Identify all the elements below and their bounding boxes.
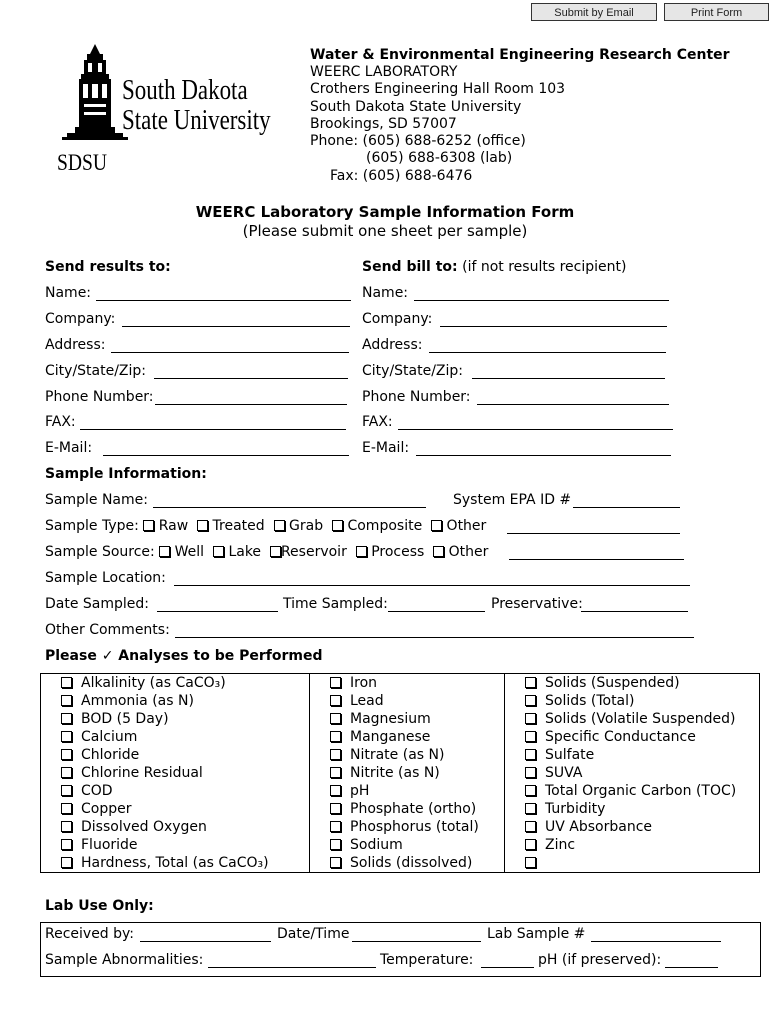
epa-id-label: System EPA ID # [453,492,572,508]
location-field[interactable] [174,585,690,586]
analysis-label: Alkalinity (as CaCO₃) [81,675,226,691]
bill-name-field[interactable] [414,300,669,301]
type-other-checkbox[interactable] [431,520,442,531]
analysis-label: Magnesium [350,711,431,727]
results-company-label: Company: [45,311,116,327]
analysis-checkbox[interactable] [525,695,536,706]
source-well-checkbox[interactable] [159,546,170,557]
send-results-heading: Send results to: [45,259,171,275]
logo-line-2: State University [122,105,271,136]
time-sampled-label: Time Sampled: [283,596,388,612]
send-bill-note: (if not results recipient) [462,259,627,275]
analysis-checkbox[interactable] [330,839,341,850]
analysis-row [310,800,504,818]
analysis-row [41,800,309,818]
sample-name-field[interactable] [153,507,426,508]
send-bill-title: Send bill to: [362,259,458,275]
bill-phone-field[interactable] [477,404,669,405]
source-reservoir-label: Reservoir [280,544,347,560]
preservative-label: Preservative: [491,596,583,612]
analysis-label: Copper [81,801,132,817]
analysis-label: Phosphate (ortho) [350,801,477,817]
analysis-label: Sulfate [545,747,595,763]
logo-line-1: South Dakota [122,75,248,106]
bill-fax-label: FAX: [362,414,393,430]
analysis-row [41,674,309,692]
analysis-label: Solids (Volatile Suspended) [545,711,736,727]
analyses-col-1 [41,674,310,873]
analysis-checkbox[interactable] [330,857,341,868]
source-other-checkbox[interactable] [433,546,444,557]
ph-label: pH (if preserved): [538,952,662,968]
analysis-row [505,692,759,710]
analysis-checkbox[interactable] [330,677,341,688]
analysis-label: Chloride [81,747,140,763]
analysis-row [505,746,759,764]
analysis-label: Zinc [545,837,576,853]
type-raw-label: Raw [158,518,189,534]
phone-office: Phone: (605) 688-6252 (office) [310,133,526,149]
source-lake-checkbox[interactable] [213,546,224,557]
bill-name-label: Name: [362,285,409,301]
analysis-row [41,836,309,854]
analysis-checkbox[interactable] [61,785,72,796]
analysis-row [505,764,759,782]
analysis-label: COD [81,783,113,799]
datetime-field[interactable] [352,941,481,942]
analysis-label: Manganese [350,729,431,745]
type-grab-checkbox[interactable] [274,520,285,531]
lab-sample-label: Lab Sample # [487,926,586,942]
analysis-checkbox[interactable] [330,785,341,796]
lab-use-heading: Lab Use Only: [45,898,154,914]
analysis-row [310,674,504,692]
results-phone-label: Phone Number: [45,389,154,405]
results-name-field[interactable] [96,300,351,301]
analysis-row [505,710,759,728]
analysis-checkbox[interactable] [61,695,72,706]
analysis-label: Turbidity [545,801,606,817]
analysis-label: Calcium [81,729,138,745]
analysis-checkbox[interactable] [61,713,72,724]
lab-sample-field[interactable] [591,941,721,942]
date-sampled-field[interactable] [157,611,278,612]
analysis-row [310,692,504,710]
ph-field[interactable] [665,967,718,968]
analysis-row [505,800,759,818]
type-other-field[interactable] [507,533,680,534]
sdsu-logo [52,42,292,182]
analysis-label: Fluoride [81,837,138,853]
analysis-label: Nitrite (as N) [350,765,440,781]
analysis-label: Solids (Total) [545,693,635,709]
analysis-checkbox[interactable] [525,785,536,796]
analysis-checkbox[interactable] [525,731,536,742]
results-fax-field[interactable] [80,429,346,430]
source-well-label: Well [174,544,205,560]
sample-name-label: Sample Name: [45,492,148,508]
analyses-table [40,673,760,873]
type-composite-checkbox[interactable] [332,520,343,531]
temperature-label: Temperature: [380,952,474,968]
results-address-label: Address: [45,337,106,353]
source-process-checkbox[interactable] [356,546,367,557]
analysis-label: Dissolved Oxygen [81,819,207,835]
analysis-checkbox[interactable] [61,821,72,832]
abnormalities-field[interactable] [208,967,376,968]
analysis-row [310,710,504,728]
bill-phone-label: Phone Number: [362,389,471,405]
analysis-label: Chlorine Residual [81,765,203,781]
results-fax-label: FAX: [45,414,76,430]
abnormalities-label: Sample Abnormalities: [45,952,204,968]
type-grab-label: Grab [289,518,324,534]
analysis-label: Nitrate (as N) [350,747,445,763]
results-email-field[interactable] [103,455,349,456]
type-raw-checkbox[interactable] [143,520,154,531]
analysis-row [41,818,309,836]
source-other-field[interactable] [509,559,684,560]
analysis-checkbox[interactable] [61,677,72,688]
analysis-row [310,818,504,836]
analysis-checkbox[interactable] [61,803,72,814]
lab-use-box [40,922,761,977]
phone-lab: (605) 688-6308 (lab) [366,150,513,166]
analysis-checkbox[interactable] [61,839,72,850]
bill-address-label: Address: [362,337,423,353]
analysis-row [41,746,309,764]
analysis-label: pH [350,783,370,799]
bill-email-label: E-Mail: [362,440,410,456]
analysis-row [41,710,309,728]
sample-type-label: Sample Type: [45,518,139,534]
campanile-icon [62,42,128,152]
source-reservoir-checkbox[interactable] [270,546,281,557]
analysis-checkbox[interactable] [330,713,341,724]
analyses-heading: Please ✓ Analyses to be Performed [45,648,323,664]
analysis-label: BOD (5 Day) [81,711,169,727]
form-title: WEERC Laboratory Sample Information Form [195,203,575,221]
temperature-field[interactable] [481,967,534,968]
room: Crothers Engineering Hall Room 103 [310,81,566,97]
received-by-field[interactable] [140,941,271,942]
analysis-label: Hardness, Total (as CaCO₃) [81,855,269,871]
analysis-row [505,836,759,854]
results-city-state-zip-label: City/State/Zip: [45,363,147,379]
analysis-label: Lead [350,693,384,709]
submit-by-email-button[interactable]: Submit by Email [531,3,657,21]
datetime-label: Date/Time [277,926,350,942]
source-process-label: Process [371,544,425,560]
preservative-field[interactable] [581,611,688,612]
type-treated-label: Treated [212,518,265,534]
analysis-label: Ammonia (as N) [81,693,194,709]
analysis-checkbox[interactable] [525,857,536,868]
bill-fax-field[interactable] [398,429,673,430]
analysis-label: Total Organic Carbon (TOC) [545,783,737,799]
analysis-checkbox[interactable] [61,767,72,778]
analysis-row [310,854,504,872]
sample-source-label: Sample Source: [45,544,155,560]
analysis-checkbox[interactable] [525,677,536,688]
analysis-label: Phosphorus (total) [350,819,479,835]
source-lake-label: Lake [228,544,262,560]
analysis-checkbox[interactable] [525,839,536,850]
sample-info-heading: Sample Information: [45,466,207,482]
analysis-checkbox[interactable] [61,749,72,760]
analysis-row [41,692,309,710]
analysis-checkbox[interactable] [330,821,341,832]
university: South Dakota State University [310,99,522,115]
analysis-label: SUVA [545,765,583,781]
analysis-label: UV Absorbance [545,819,653,835]
source-other-label: Other [448,544,489,560]
analysis-checkbox[interactable] [61,857,72,868]
bill-company-label: Company: [362,311,433,327]
analysis-row [310,764,504,782]
analysis-row [505,854,759,872]
analysis-row [41,728,309,746]
analysis-checkbox[interactable] [525,749,536,760]
bill-city-state-zip-label: City/State/Zip: [362,363,464,379]
logo-abbr: SDSU [57,150,107,175]
form-subtitle: (Please submit one sheet per sample) [242,222,528,240]
analysis-row [505,818,759,836]
analysis-row [310,728,504,746]
analysis-row [310,782,504,800]
analysis-row [41,782,309,800]
results-name-label: Name: [45,285,92,301]
results-email-label: E-Mail: [45,440,93,456]
type-other-label: Other [446,518,487,534]
analysis-checkbox[interactable] [330,749,341,760]
analysis-row [310,746,504,764]
analysis-checkbox[interactable] [330,731,341,742]
bill-company-field[interactable] [440,326,667,327]
analysis-checkbox[interactable] [525,821,536,832]
bill-email-field[interactable] [416,455,671,456]
comments-field[interactable] [175,637,694,638]
fax: Fax: (605) 688-6476 [330,168,473,184]
date-sampled-label: Date Sampled: [45,596,150,612]
time-sampled-field[interactable] [388,611,485,612]
analysis-checkbox[interactable] [330,803,341,814]
analysis-label: Iron [350,675,378,691]
analysis-label: Specific Conductance [545,729,696,745]
bill-city-state-zip-field[interactable] [472,378,665,379]
analysis-row [505,728,759,746]
analyses-col-2 [310,674,505,873]
lab-name: WEERC LABORATORY [310,64,458,80]
epa-id-field[interactable] [573,507,680,508]
received-by-label: Received by: [45,926,135,942]
results-address-field[interactable] [111,352,349,353]
analysis-checkbox[interactable] [61,731,72,742]
analysis-label: Sodium [350,837,403,853]
results-phone-field[interactable] [155,404,347,405]
type-composite-label: Composite [347,518,423,534]
analysis-row [310,836,504,854]
analysis-checkbox[interactable] [330,695,341,706]
comments-label: Other Comments: [45,622,170,638]
city: Brookings, SD 57007 [310,116,457,132]
results-city-state-zip-field[interactable] [154,378,348,379]
sample-type-row [45,518,486,534]
analysis-checkbox[interactable] [525,803,536,814]
analysis-row [505,782,759,800]
type-treated-checkbox[interactable] [197,520,208,531]
print-form-button[interactable]: Print Form [664,3,769,21]
analysis-checkbox[interactable] [330,767,341,778]
analysis-row [505,674,759,692]
analysis-checkbox[interactable] [525,767,536,778]
analysis-checkbox[interactable] [525,713,536,724]
bill-address-field[interactable] [429,352,666,353]
analysis-label: Solids (dissolved) [350,855,473,871]
results-company-field[interactable] [122,326,350,327]
send-bill-heading [362,259,626,275]
sample-source-row [45,544,488,560]
analysis-label: Solids (Suspended) [545,675,680,691]
analysis-row [41,764,309,782]
analyses-col-3 [505,674,760,873]
org-name: Water & Environmental Engineering Research Center [310,47,730,63]
location-label: Sample Location: [45,570,166,586]
analysis-row [41,854,309,872]
